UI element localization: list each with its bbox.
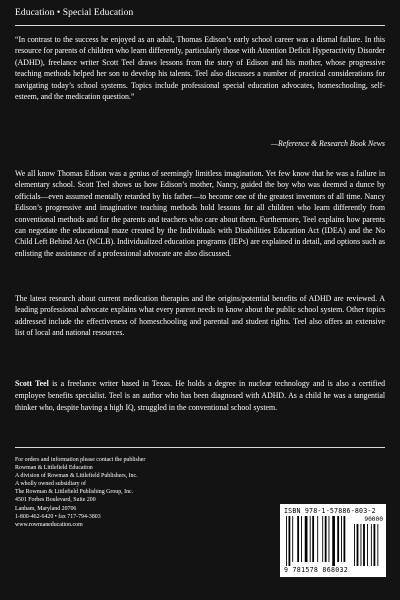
review-quote: “In contrast to the success he enjoyed as an adult, Thomas Edison’s early school career was a dismal failure. In this resource for parents of children who learn differently, particularly those with Attention Deficit Hyperactivity Disorder (ADHD), freelance writer Scott Teel draws lessons from the story of Edison and his mother, whose progressive teaching methods helped her son to develop his talents. Teel also discusses a number of practical considerations for navigating today’s school systems. Topics include professional special education advocates, homeschooling, self-esteem, and the medication question.”	[15, 35, 385, 102]
bottom-divider	[15, 447, 385, 448]
quote-attribution: —Reference & Research Book News	[271, 139, 385, 148]
publisher-line: For orders and information please contact the publisher	[15, 457, 146, 463]
publisher-line: The Rowman & Littlefield Publishing Group, Inc.	[15, 489, 134, 496]
publisher-line: A wholly owned subsidiary of	[15, 481, 87, 488]
barcode-addon-bar	[374, 524, 376, 566]
barcode-bar	[301, 516, 302, 562]
barcode-bar	[332, 516, 335, 566]
publisher-info	[15, 456, 235, 529]
publisher-line: A division of Rowman & Littlefield Publishers, Inc.	[15, 473, 138, 480]
top-divider	[15, 25, 385, 26]
barcode-digits: 9 781578 868032	[284, 566, 349, 574]
price-code: 90000	[364, 516, 383, 523]
barcode-bars	[286, 516, 380, 566]
barcode-bar	[329, 516, 330, 562]
barcode-addon-bar	[371, 524, 372, 566]
description-paragraph-2: The latest research about current medication therapies and the origins/potential benefits of ADHD are reviewed. A leading professional advocate explains what every parent needs to know about the public school system. Other topics addressed include the effectiveness of homeschooling and parental and student rights. Teel also offers an extensive list of local and national resources.	[15, 294, 385, 338]
category-label: Education • Special Education	[15, 8, 134, 18]
description-paragraph-1: We all know Thomas Edison was a genius of seemingly limitless imagination. Yet few know that he was a failure in elementary school. Scott Teel shows us how Edison’s mother, Nancy, guided the boy who was deemed a dunce by officials—even assumed mentally retarded by his father—to become one of the greatest inventors of all time. Nancy Edison’s progressive and imaginative teaching methods hold lessons for all children who learn differently from conventional methods and for the parents and teachers who care about them. Furthermore, Teel explains how parents can negotiate the educational maze created by the Individuals with Disabilities Education Act (IDEA) and the No Child Left Behind Act (NCLB). Individualized education programs (IEPs) are explained in detail, and options such as enlisting the assistance of a professional advocate are also discussed.	[15, 169, 385, 258]
publisher-line: Lanham, Maryland 20706	[15, 505, 77, 512]
publisher-line: www.rowmaneducation.com	[15, 521, 83, 528]
barcode-bar	[325, 516, 327, 562]
barcode-addon-bar	[377, 524, 378, 566]
barcode-bar	[322, 516, 323, 562]
barcode-addon-bar	[354, 524, 355, 566]
publisher-line: Rowman & Littlefield Education	[15, 465, 93, 472]
barcode-addon-bar	[367, 524, 368, 566]
barcode-bar	[297, 516, 299, 562]
isbn-label: ISBN 978-1-57886-803-2	[284, 507, 376, 515]
barcode-bar	[317, 516, 318, 562]
barcode-addon-bar	[357, 524, 359, 566]
barcode-bar	[310, 516, 311, 562]
barcode-bar	[305, 516, 308, 562]
barcode-bar	[289, 516, 291, 566]
author-bio-text: is a freelance writer based in Texas. He holds a degree in nuclear technology and is also a certified employee benefits specialist. Teel is an author who has been diagnosed with ADHD. As a child he was a tangential thinker who, despite having a high IQ, struggled in the conventional school system.	[15, 379, 385, 412]
barcode-bar	[341, 516, 342, 562]
barcode-bar	[344, 516, 346, 562]
author-name: Scott Teel	[15, 379, 49, 388]
barcode-bar	[312, 516, 314, 562]
barcode-addon-bar	[361, 524, 362, 566]
barcode-addon-bar	[363, 524, 365, 566]
barcode-bar	[292, 516, 293, 562]
barcode-bar	[286, 516, 287, 566]
author-bio	[15, 378, 385, 414]
isbn-barcode	[280, 504, 386, 577]
barcode-bar	[337, 516, 339, 562]
publisher-line: 4501 Forbes Boulevard, Suite 200	[15, 497, 96, 504]
publisher-line: 1-800-462-6420 • fax 717-794-3803	[15, 513, 101, 520]
